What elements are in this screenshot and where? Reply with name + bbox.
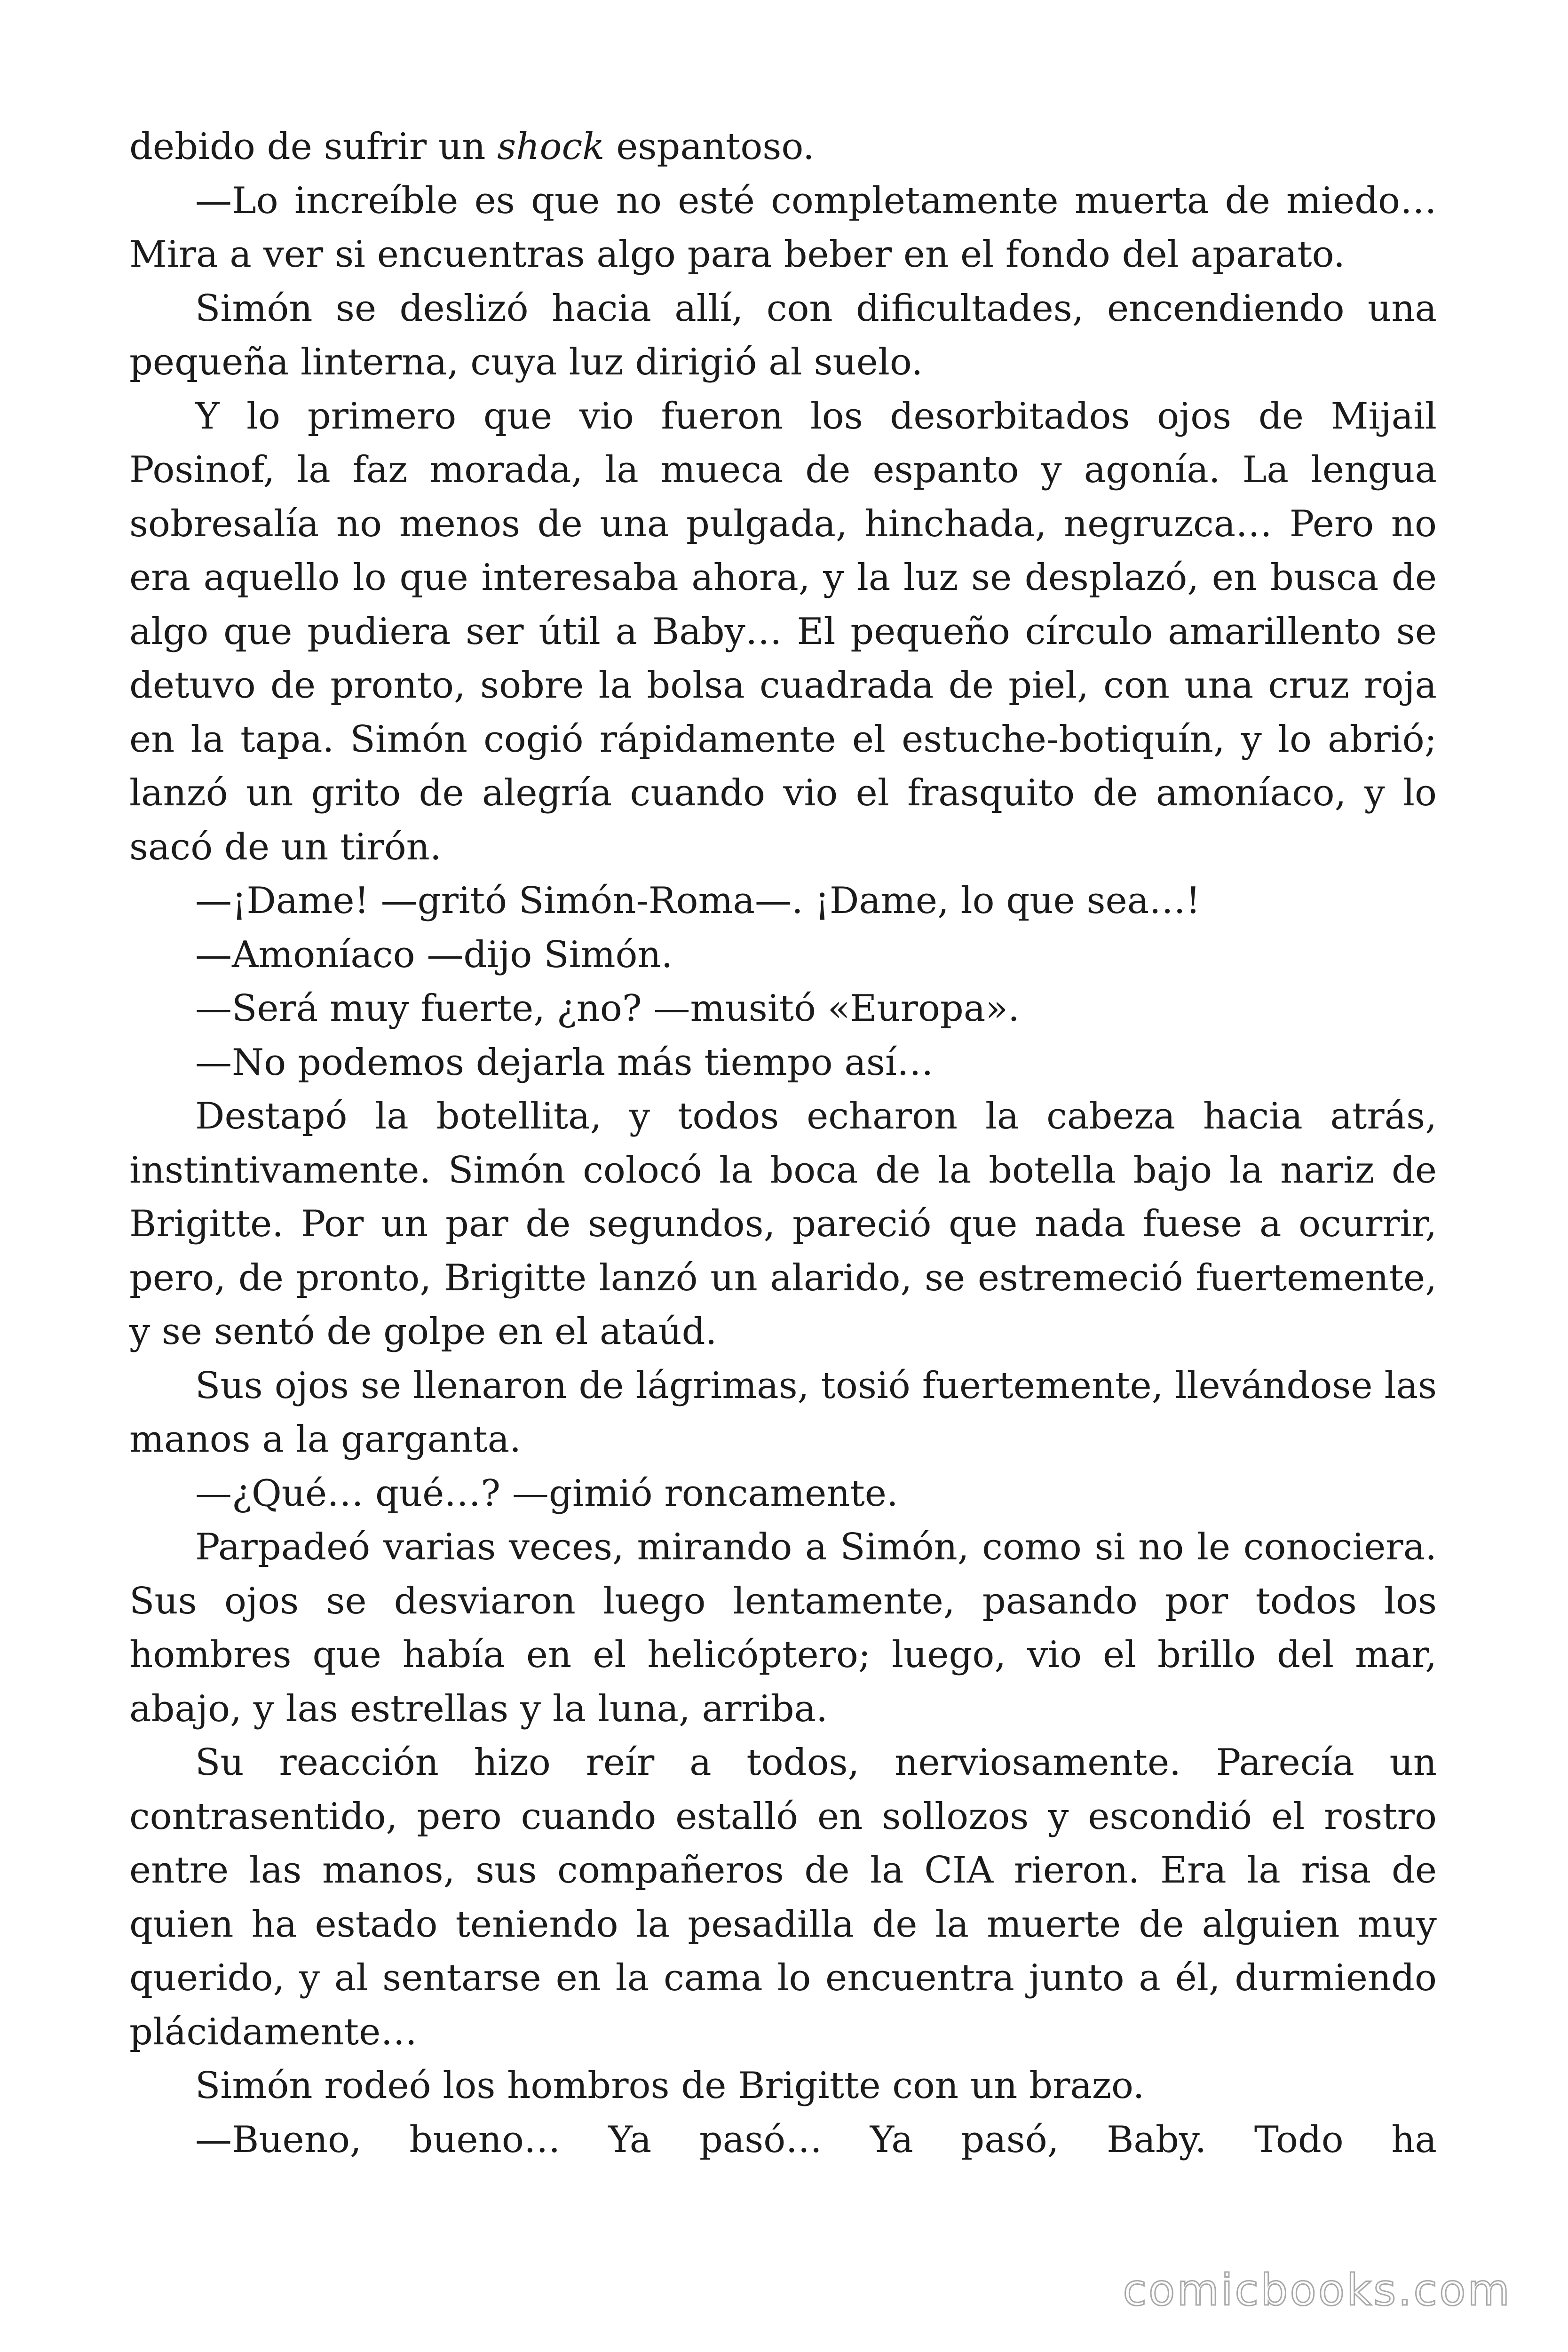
paragraph-0-part-2: espantoso. bbox=[604, 126, 815, 168]
watermark: comicbooks.com bbox=[1123, 2265, 1512, 2315]
paragraph-10: —¿Qué… qué…? —gimió roncamente. bbox=[195, 1472, 898, 1515]
paragraph-6: —Será muy fuerte, ¿no? —musitó «Europa». bbox=[195, 987, 1020, 1030]
paragraph-11: Parpadeó varias veces, mirando a Simón, como si no le conociera. Sus ojos se desviaron luego lentamente, pasando por todos los hombres que había en el helicóptero; luego, vio el brillo del mar, abajo, y las estrellas y la luna, arriba. bbox=[129, 1526, 1437, 1730]
paragraph-8: Destapó la botellita, y todos echaron la cabeza hacia atrás, instintivamente. Simón colocó la boca de la botella bajo la nariz de Brigitte. Por un par de segundos, pareció que nada fuese a ocurrir, pero, de pronto, Brigitte lanzó un alarido, se estremeció fuertemente, y se sentó de golpe en el ataúd. bbox=[129, 1095, 1437, 1353]
paragraph-0 bbox=[129, 120, 1437, 174]
paragraph-0-part-0: debido de sufrir un bbox=[129, 126, 498, 168]
book-page bbox=[129, 120, 1437, 2167]
paragraph-2: Simón se deslizó hacia allí, con dificultades, encendiendo una pequeña linterna, cuya luz dirigió al suelo. bbox=[129, 287, 1437, 383]
paragraph-7: —No podemos dejarla más tiempo así… bbox=[195, 1041, 934, 1084]
paragraph-5: —Amoníaco —dijo Simón. bbox=[195, 933, 673, 976]
paragraph-1: —Lo increíble es que no esté completamente muerta de miedo… Mira a ver si encuentras algo para beber en el fondo del aparato. bbox=[129, 179, 1437, 276]
paragraph-9: Sus ojos se llenaron de lágrimas, tosió fuertemente, llevándose las manos a la garganta. bbox=[129, 1364, 1437, 1461]
paragraph-14: —Bueno, bueno… Ya pasó… Ya pasó, Baby. Todo ha bbox=[195, 2118, 1437, 2161]
paragraph-13: Simón rodeó los hombros de Brigitte con un brazo. bbox=[195, 2065, 1145, 2107]
paragraph-12: Su reacción hizo reír a todos, nerviosamente. Parecía un contrasentido, pero cuando estalló en sollozos y escondió el rostro entre las manos, sus compañeros de la CIA rieron. Era la risa de quien ha estado teniendo la pesadilla de la muerte de alguien muy querido, y al sentarse en la cama lo encuentra junto a él, durmiendo plácidamente… bbox=[129, 1741, 1437, 2053]
paragraph-3: Y lo primero que vio fueron los desorbitados ojos de Mijail Posinof, la faz morada, la mueca de espanto y agonía. La lengua sobresalía no menos de una pulgada, hinchada, negruzca… Pero no era aquello lo que interesaba ahora, y la luz se desplazó, en busca de algo que pudiera ser útil a Baby… El pequeño círculo amarillento se detuvo de pronto, sobre la bolsa cuadrada de piel, con una cruz roja en la tapa. Simón cogió rápidamente el estuche-botiquín, y lo abrió; lanzó un grito de alegría cuando vio el frasquito de amoníaco, y lo sacó de un tirón. bbox=[129, 395, 1437, 868]
italic-shock: shock bbox=[497, 126, 605, 168]
paragraph-4: —¡Dame! —gritó Simón-Roma—. ¡Dame, lo que sea…! bbox=[195, 880, 1201, 922]
